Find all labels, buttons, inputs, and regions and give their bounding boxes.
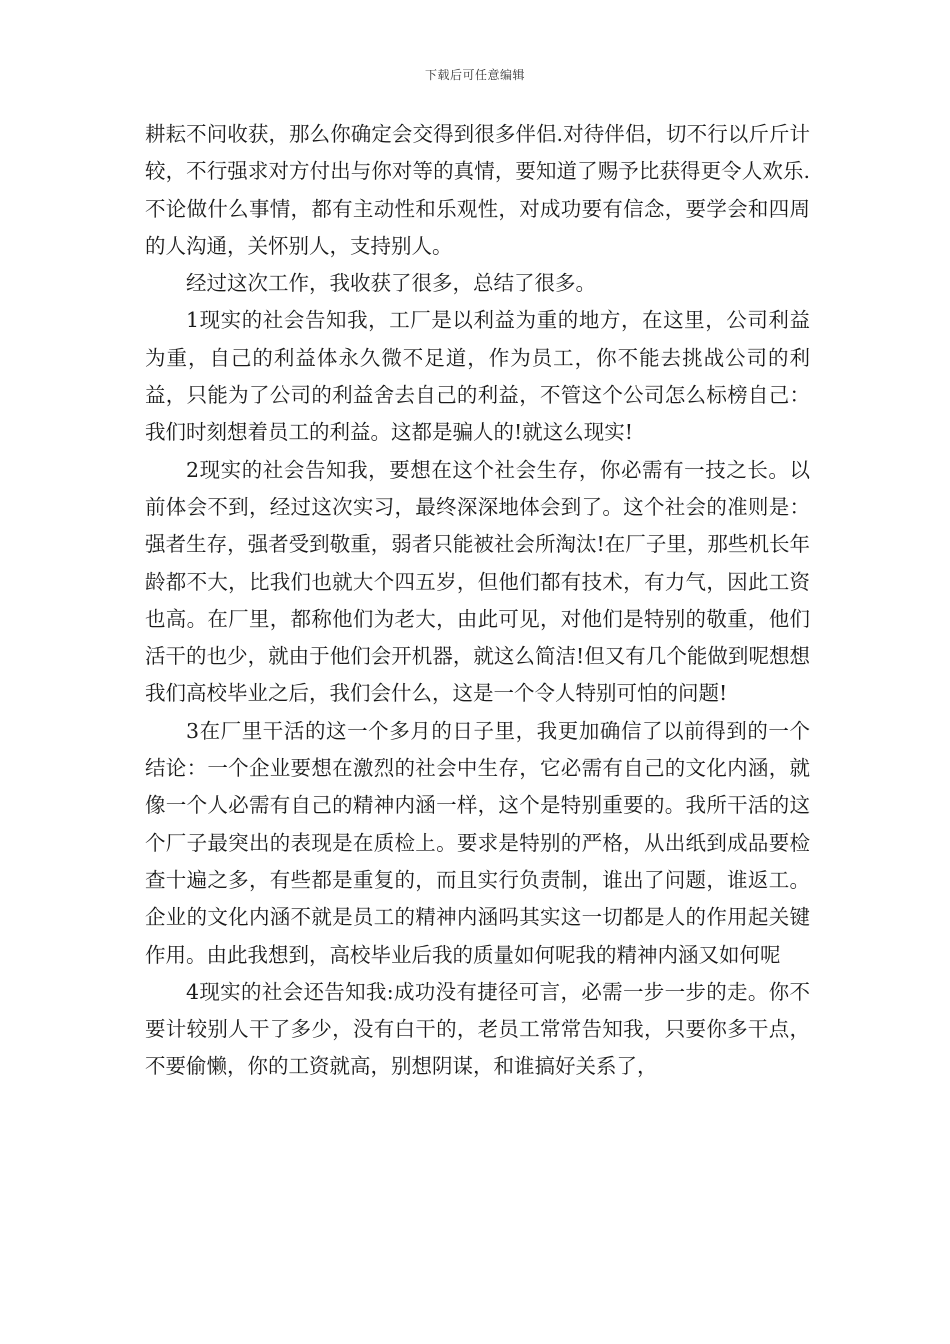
- paragraph: 3在厂里干活的这一个多月的日子里，我更加确信了以前得到的一个结论：一个企业要想在激烈的社会中生存，它必需有自己的文化内涵，就像一个人必需有自己的精神内涵一样，这个是特别重要的。我所干活的这个厂子最突出的表现是在质检上。要求是特别的严格，从出纸到成品要检查十遍之多，有些都是重复的，而且实行负责制，谁出了问题，谁返工。企业的文化内涵不就是员工的精神内涵吗其实这一切都是人的作用起关键作用。由此我想到，高校毕业后我的质量如何呢我的精神内涵又如何呢: [145, 718, 810, 967]
- page-header: 下载后可任意编辑: [424, 68, 525, 82]
- paragraph: 经过这次工作，我收获了很多，总结了很多。: [186, 271, 596, 296]
- paragraph: 耕耘不问收获，那么你确定会交得到很多伴侣.对待伴侣，切不行以斤斤计较，不行强求对方付出与你对等的真情，要知道了赐予比获得更令人欢乐.不论做什么事情，都有主动性和乐观性，对成功要有信念，要学会和四周的人沟通，关怀别人，支持别人。: [145, 122, 810, 258]
- paragraph: 2现实的社会告知我，要想在这个社会生存，你必需有一技之长。以前体会不到，经过这次实习，最终深深地体会到了。这个社会的准则是：强者生存，强者受到敬重，弱者只能被社会所淘汰!在厂子里，那些机长年龄都不大，比我们也就大个四五岁，但他们都有技术，有力气，因此工资也高。在厂里，都称他们为老大，由此可见，对他们是特别的敬重，他们活干的也少，就由于他们会开机器，就这么简洁!但又有几个能做到呢想想我们高校毕业之后，我们会什么，这是一个令人特别可怕的问题!: [145, 457, 810, 706]
- document-body: [145, 116, 810, 1086]
- paragraph: 1现实的社会告知我，工厂是以利益为重的地方，在这里，公司利益为重，自己的利益体永久微不足道，作为员工，你不能去挑战公司的利益，只能为了公司的利益舍去自己的利益，不管这个公司怎么标榜自己：我们时刻想着员工的利益。这都是骗人的!就这么现实!: [145, 308, 810, 445]
- paragraph: 4现实的社会还告知我:成功没有捷径可言，必需一步一步的走。你不要计较别人干了多少，没有白干的，老员工常常告知我，只要你多干点，不要偷懒，你的工资就高，别想阴谋，和谁搞好关系了，: [145, 979, 810, 1079]
